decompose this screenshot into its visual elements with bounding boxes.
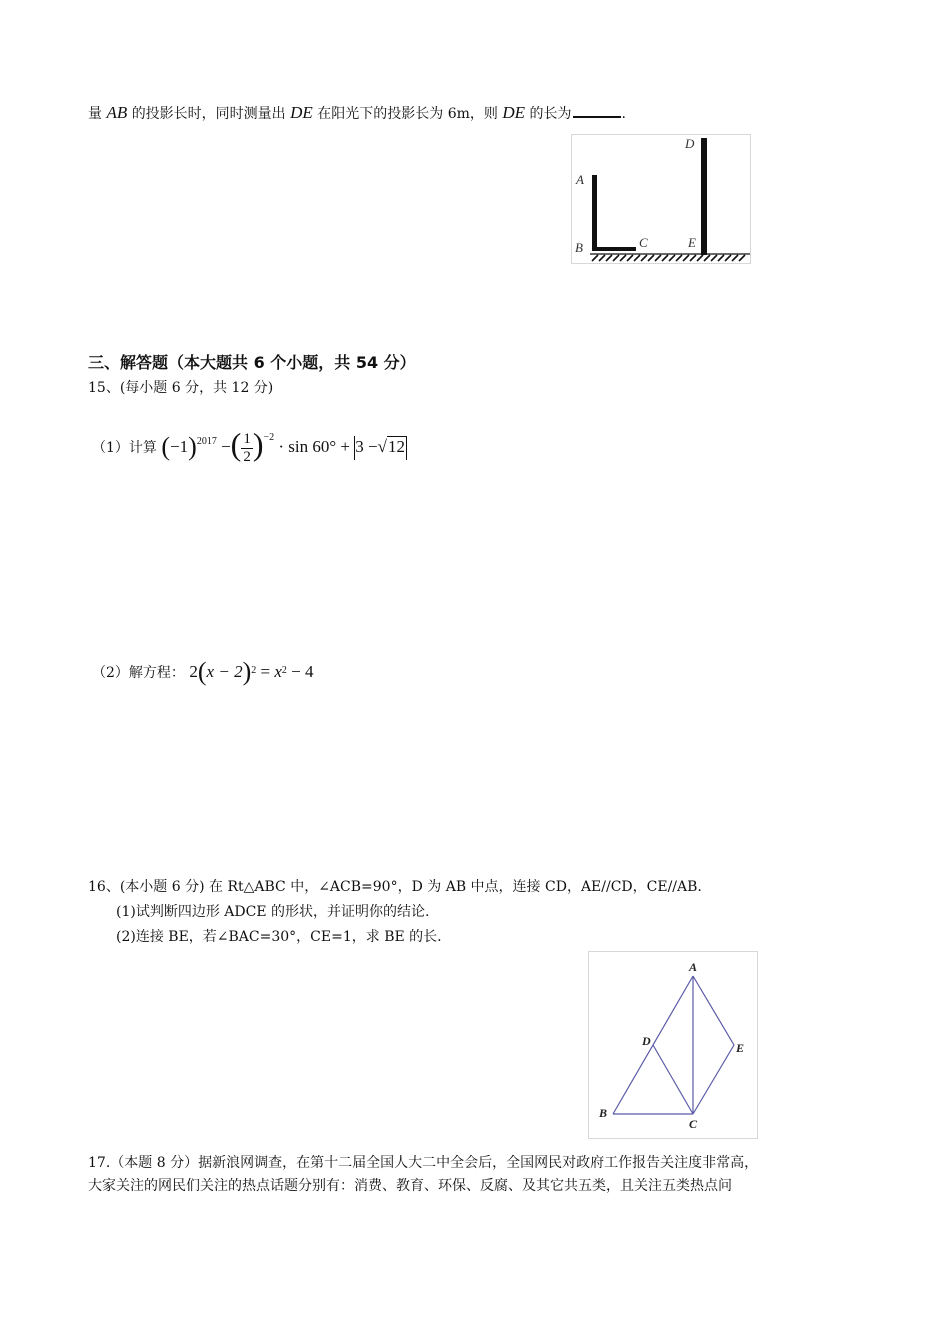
q15-part2-label: （2）解方程： [92,665,185,681]
var-de: DE [502,103,526,122]
label-d: D [685,136,695,151]
q14-text: 量 [88,106,102,122]
pole-ab [592,175,597,251]
label-c: C [689,1117,698,1131]
label-e: E [736,1041,745,1055]
q14-text: 的投影长时，同时测量出 [131,106,286,122]
q15-part1-label: （1）计算 [92,440,157,456]
label-b: B [575,240,583,255]
term-neg-one: −1 [170,437,189,456]
label-e: E [688,235,696,250]
q16-heading: 16、(本小题 6 分) 在 Rt△ABC 中，∠ACB=90°，D 为 AB 中点，连接 CD，AE//CD，CE//AB. [88,879,702,895]
q16-part1: (1)试判断四边形 ADCE 的形状，并证明你的结论. [116,904,430,920]
q15-part2-equation: $2(x - 2)^2 = x^2 - 4$ [189,657,314,686]
q16-part2: (2)连接 BE，若∠BAC=30°，CE=1，求 BE 的长. [116,929,442,945]
abs-inner: 3 − [355,437,378,456]
pole-de [701,138,707,255]
fraction-half: $\frac{1}{2}$ [243,430,251,465]
label-a: A [576,172,584,187]
q14-tail-line [88,102,626,123]
answer-blank [573,102,621,118]
sqrt-12: 12 [387,437,405,456]
label-d: D [642,1034,651,1048]
q17-line2: 大家关注的网民们关注的热点话题分别有：消费、教育、环保、反腐、及其它共五类，且关注五类热点问 [88,1178,732,1194]
q14-text: 在阳光下的投影长为 6m，则 [317,106,498,122]
q17-line1: 17.（本题 8 分）据新浪网调查，在第十二届全国人大二中全会后，全国网民对政府工作报告关注度非常高， [88,1155,759,1171]
shadow-bc [592,247,636,251]
exp-2017: 2017 [196,436,217,447]
sin-term: · sin 60° + [278,437,350,456]
rhombus-figure [588,951,758,1139]
q15-part1-expression: $(-1)^{2017}$ −( $\frac{1}{2}$ )$^{-2}$ · sin 60° + 3 −√12 [161,426,405,465]
q14-text: . [621,106,626,122]
minus-sign: − [221,437,231,456]
label-b: B [599,1106,608,1120]
q15-heading: 15、(每小题 6 分，共 12 分) [88,380,274,396]
triangle-lines [613,976,734,1114]
q15-part1 [92,420,407,465]
rhombus-figure-svg [589,952,757,1138]
var-ab: AB [106,103,128,122]
exp-neg-two: −2 [263,432,275,443]
q14-text: 的长为 [529,106,572,122]
term-x-minus-2: x − 2 [206,662,243,681]
section-heading: 三、解答题（本大题共 6 个小题，共 54 分） [88,353,416,372]
var-de: DE [290,103,313,122]
projection-figure [571,134,751,264]
label-c: C [639,235,648,250]
label-a: A [689,960,698,974]
q15-part2 [92,656,313,688]
ground-hatch [592,255,745,261]
projection-figure-svg [572,135,750,263]
